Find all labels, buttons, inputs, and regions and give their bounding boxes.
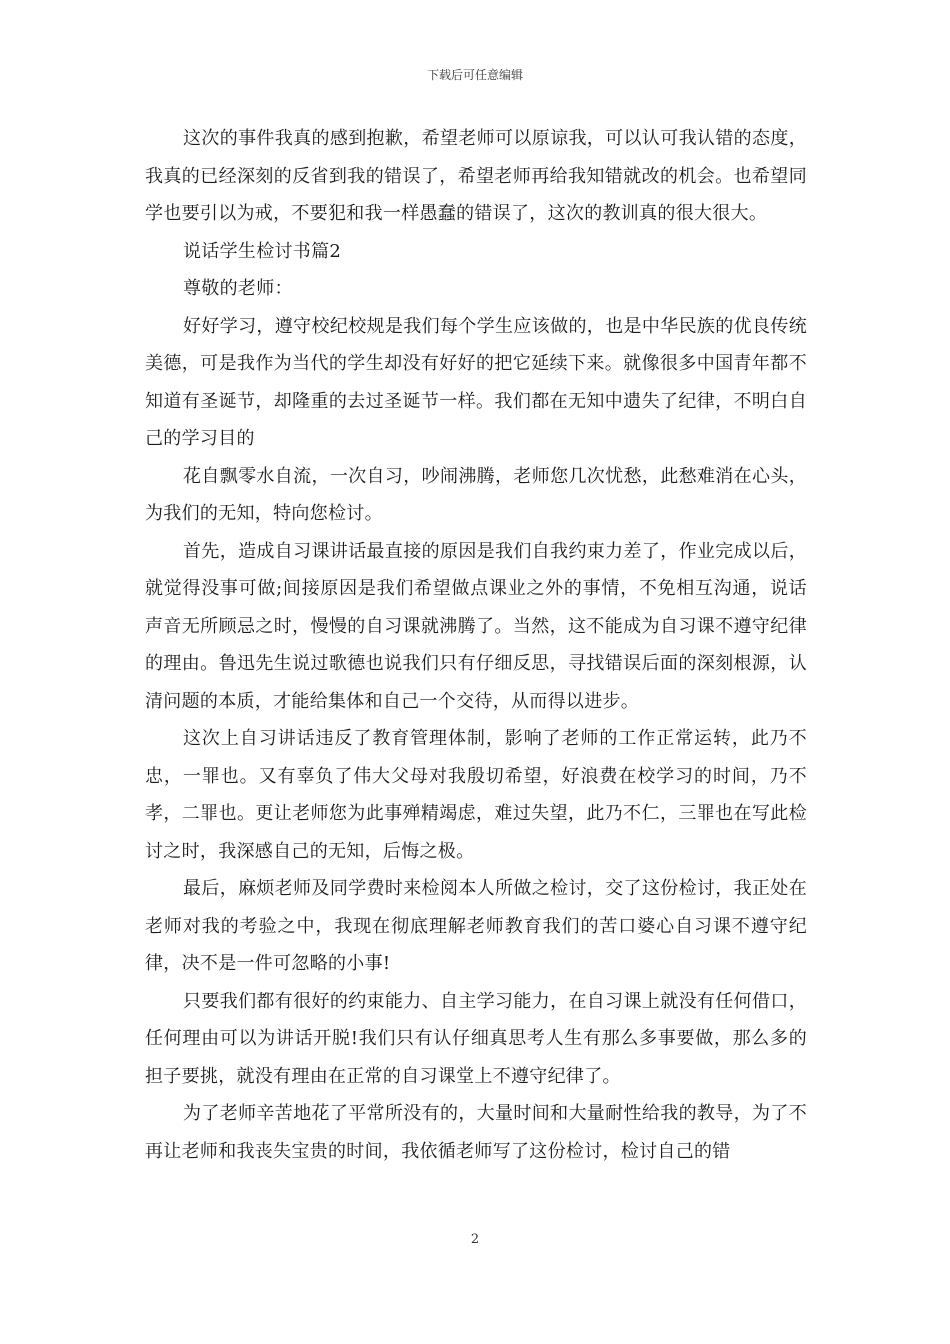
paragraph-discipline: 好好学习，遵守校纪校规是我们每个学生应该做的，也是中华民族的优良传统美德，可是我作为当代的学生却没有好好的把它延续下来。就像很多中国青年都不知道有圣诞节，却隆重的去过圣诞节一样。我们都在无知中遗失了纪律，不明白自己的学习目的 [145, 315, 807, 449]
section-title: 说话学生检讨书篇2 [183, 240, 342, 262]
page-number: 2 [470, 1232, 480, 1247]
paragraph-self-control: 只要我们都有很好的约束能力、自主学习能力，在自习课上就没有任何借口，任何理由可以为讲话开脱!我们只有认仔细真思考人生有那么多事要做，那么多的担子要挑，就没有理由在正常的自习课堂上不遵守纪律了。 [145, 990, 807, 1087]
paragraph-poem: 花自飘零水自流，一次自习，吵闹沸腾，老师您几次忧愁，此愁难消在心头，为我们的无知，特向您检讨。 [145, 465, 807, 524]
paragraph-finally: 最后，麻烦老师及同学费时来检阅本人所做之检讨，交了这份检讨，我正处在老师对我的考验之中，我现在彻底理解老师教育我们的苦口婆心自习课不遵守纪律，决不是一件可忽略的小事! [145, 878, 807, 974]
paragraph-gratitude: 为了老师辛苦地花了平常所没有的，大量时间和大量耐性给我的教导，为了不再让老师和我丧失宝贵的时间，我依循老师写了这份检讨，检讨自己的错 [145, 1103, 807, 1162]
document-body [145, 120, 807, 1170]
page-header: 下载后可任意编辑 [426, 68, 523, 82]
paragraph-apology-conclusion: 这次的事件我真的感到抱歉，希望老师可以原谅我，可以认可我认错的态度，我真的已经深刻的反省到我的错误了，希望老师再给我知错就改的机会。也希望同学也要引以为戒，不要犯和我一样愚蠢的错误了，这次的教训真的很大很大。 [145, 128, 807, 224]
salutation: 尊敬的老师： [183, 278, 293, 299]
paragraph-causes: 首先，造成自习课讲话最直接的原因是我们自我约束力差了，作业完成以后，就觉得没事可做;间接原因是我们希望做点课业之外的事情，不免相互沟通，说话声音无所顾忌之时，慢慢的自习课就沸腾了。当然，这不能成为自习课不遵守纪律的理由。鲁迅先生说过歌德也说我们只有仔细反思，寻找错误后面的深刻根源，认清问题的本质，才能给集体和自己一个交待，从而得以进步。 [145, 540, 807, 712]
paragraph-three-faults: 这次上自习讲话违反了教育管理体制，影响了老师的工作正常运转，此乃不忠，一罪也。又有辜负了伟大父母对我殷切希望，好浪费在校学习的时间，乃不孝，二罪也。更让老师您为此事殚精竭虑，难过失望，此乃不仁，三罪也在写此检讨之时，我深感自己的无知，后悔之极。 [145, 728, 807, 862]
